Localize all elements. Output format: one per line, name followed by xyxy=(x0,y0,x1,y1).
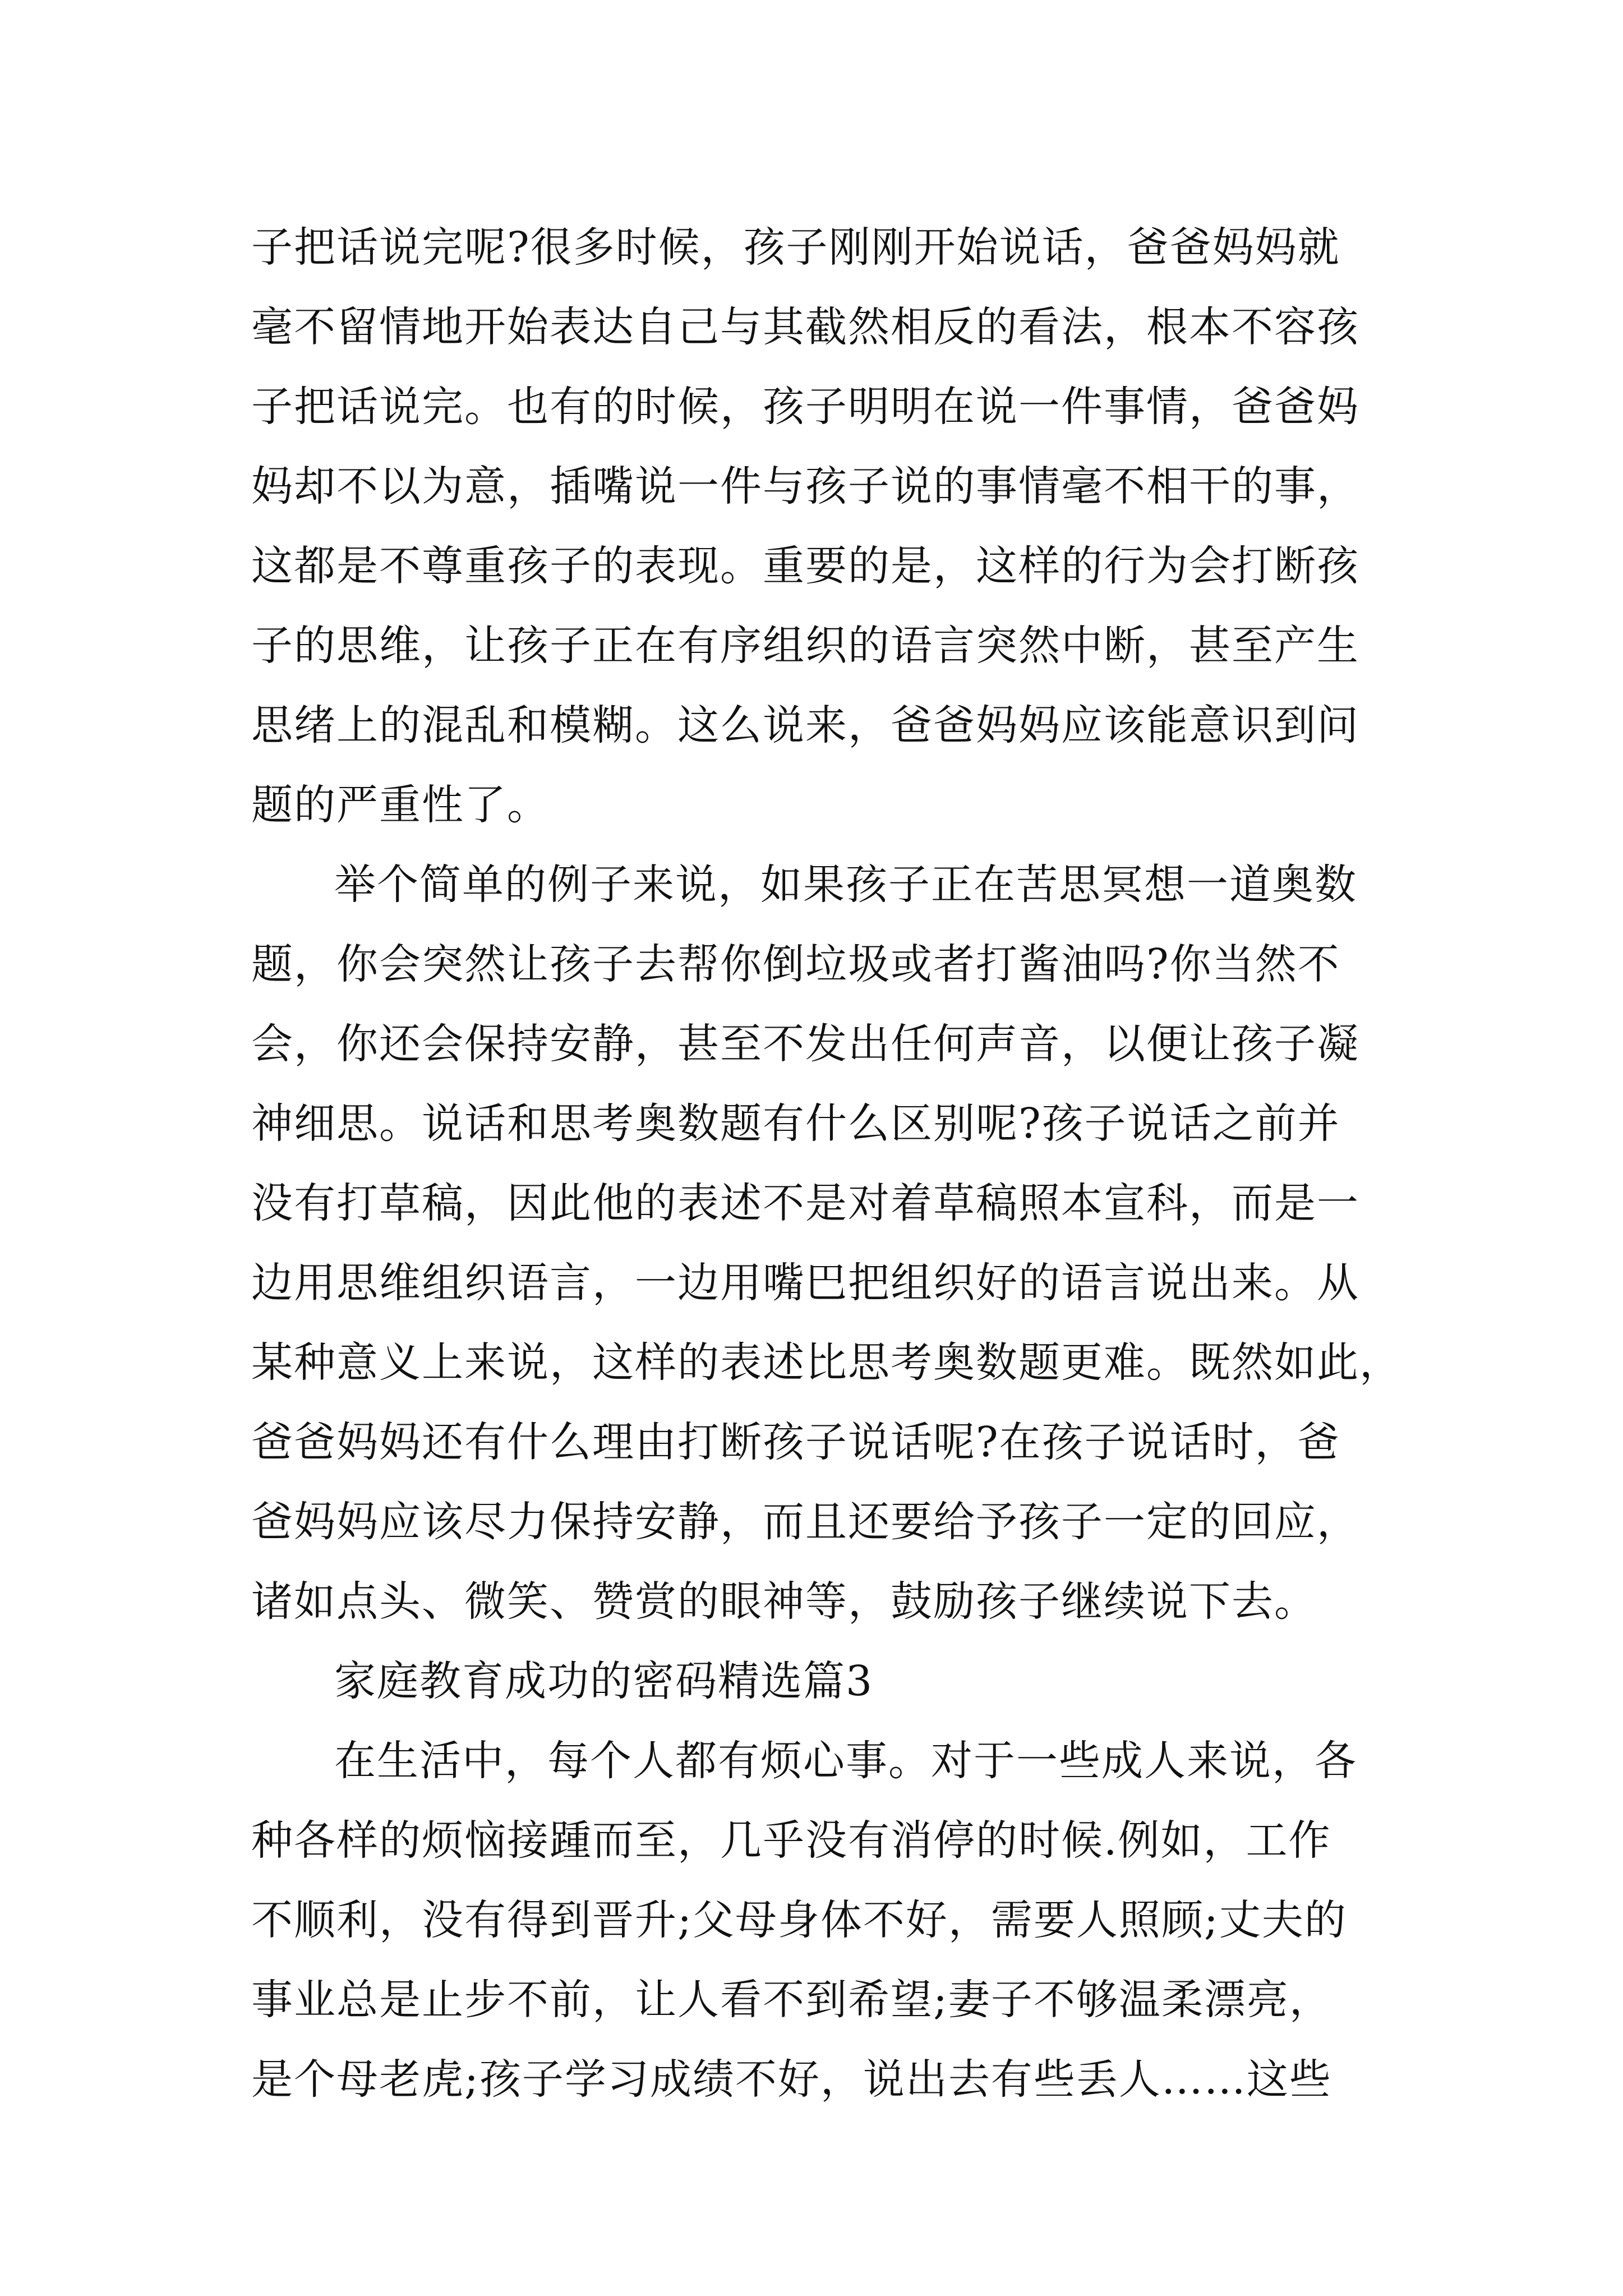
paragraph-line: 在生活中，每个人都有烦心事。对于一些成人来说，各 xyxy=(334,1737,1357,1785)
paragraph-line: 不顺利，没有得到晋升;父母身体不好，需要人照顾;丈夫的 xyxy=(251,1896,1347,1944)
paragraph-line: 边用思维组织语言，一边用嘴巴把组织好的语言说出来。从 xyxy=(251,1259,1359,1307)
paragraph-3 xyxy=(251,1721,1378,2119)
paragraph-line: 诸如点头、微笑、赞赏的眼神等，鼓励孩子继续说下去。 xyxy=(251,1577,1317,1626)
paragraph-2 xyxy=(251,845,1402,1641)
section-heading: 家庭教育成功的密码精选篇3 xyxy=(334,1657,874,1705)
paragraph-line: 题，你会突然让孩子去帮你倒垃圾或者打酱油吗?你当然不 xyxy=(251,940,1340,988)
paragraph-line: 事业总是止步不前，让人看不到希望;妻子不够温柔漂亮， xyxy=(251,1976,1332,2024)
paragraph-line: 神细思。说话和思考奥数题有什么区别呢?孩子说话之前并 xyxy=(251,1099,1340,1148)
paragraph-line: 是个母老虎;孩子学习成绩不好，说出去有些丢人……这些 xyxy=(251,2055,1332,2104)
paragraph-line: 会，你还会保持安静，甚至不发出任何声音，以便让孩子凝 xyxy=(251,1020,1359,1068)
paragraph-line: 毫不留情地开始表达自己与其截然相反的看法，根本不容孩 xyxy=(251,303,1359,351)
document-body xyxy=(251,208,1402,2119)
paragraph-line: 爸爸妈妈还有什么理由打断孩子说话呢?在孩子说话时，爸 xyxy=(251,1418,1340,1466)
paragraph-line: 举个简单的例子来说，如果孩子正在苦思冥想一道奥数 xyxy=(334,861,1357,909)
paragraph-line: 子把话说完。也有的时候，孩子明明在说一件事情，爸爸妈 xyxy=(251,383,1359,431)
paragraph-line: 没有打草稿，因此他的表述不是对着草稿照本宣科，而是一 xyxy=(251,1179,1359,1227)
paragraph-line: 子的思维，让孩子正在有序组织的语言突然中断，甚至产生 xyxy=(251,622,1359,670)
paragraph-line: 妈却不以为意，插嘴说一件与孩子说的事情毫不相干的事， xyxy=(251,462,1359,510)
paragraph-line: 题的严重性了。 xyxy=(251,781,550,829)
paragraph-line: 思绪上的混乱和模糊。这么说来，爸爸妈妈应该能意识到问 xyxy=(251,701,1359,749)
paragraph-line: 子把话说完呢?很多时候，孩子刚刚开始说话，爸爸妈妈就 xyxy=(251,223,1340,272)
paragraph-line: 爸妈妈应该尽力保持安静，而且还要给予孩子一定的回应， xyxy=(251,1498,1359,1546)
paragraph-1 xyxy=(251,208,1378,845)
paragraph-line: 种各样的烦恼接踵而至，几乎没有消停的时候.例如，工作 xyxy=(251,1816,1331,1865)
paragraph-line: 这都是不尊重孩子的表现。重要的是，这样的行为会打断孩 xyxy=(251,542,1359,590)
paragraph-line: 某种意义上来说，这样的表述比思考奥数题更难。既然如此， xyxy=(251,1338,1402,1387)
